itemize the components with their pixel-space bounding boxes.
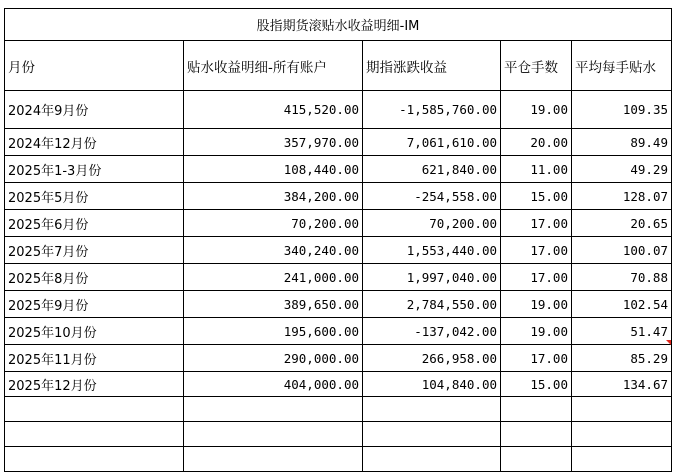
month-cell[interactable]: 2025年5月份 <box>5 183 184 210</box>
empty-cell[interactable] <box>363 397 501 422</box>
table-row <box>5 345 672 372</box>
month-cell[interactable]: 2024年12月份 <box>5 129 184 156</box>
avg-premium-cell[interactable]: 102.54 <box>572 291 672 318</box>
month-cell[interactable]: 2025年7月份 <box>5 237 184 264</box>
empty-cell[interactable] <box>5 447 184 472</box>
table-row <box>5 210 672 237</box>
futures-pnl-cell[interactable]: 2,784,550.00 <box>363 291 501 318</box>
closed-lots-cell[interactable]: 15.00 <box>501 372 572 397</box>
closed-lots-cell[interactable]: 15.00 <box>501 183 572 210</box>
header-row <box>5 41 672 91</box>
title-row <box>5 9 672 41</box>
avg-premium-cell[interactable]: 100.07 <box>572 237 672 264</box>
spreadsheet <box>4 8 672 472</box>
futures-pnl-cell[interactable]: 1,997,040.00 <box>363 264 501 291</box>
premium-income-cell[interactable]: 415,520.00 <box>184 91 363 129</box>
table-row <box>5 91 672 129</box>
avg-premium-cell[interactable]: 128.07 <box>572 183 672 210</box>
premium-income-cell[interactable]: 70,200.00 <box>184 210 363 237</box>
futures-pnl-cell[interactable]: -1,585,760.00 <box>363 91 501 129</box>
futures-pnl-cell[interactable]: -137,042.00 <box>363 318 501 345</box>
premium-income-cell[interactable]: 384,200.00 <box>184 183 363 210</box>
empty-row <box>5 422 672 447</box>
header-month[interactable]: 月份 <box>5 41 184 91</box>
profit-table <box>4 8 672 472</box>
empty-cell[interactable] <box>572 397 672 422</box>
premium-income-cell[interactable]: 241,000.00 <box>184 264 363 291</box>
month-cell[interactable]: 2025年10月份 <box>5 318 184 345</box>
avg-premium-cell[interactable]: 51.47 <box>572 318 672 345</box>
avg-premium-cell[interactable]: 20.65 <box>572 210 672 237</box>
empty-cell[interactable] <box>501 397 572 422</box>
premium-income-cell[interactable]: 389,650.00 <box>184 291 363 318</box>
futures-pnl-cell[interactable]: -254,558.00 <box>363 183 501 210</box>
premium-income-cell[interactable]: 340,240.00 <box>184 237 363 264</box>
avg-premium-cell[interactable]: 134.67 <box>572 372 672 397</box>
avg-premium-cell[interactable]: 49.29 <box>572 156 672 183</box>
futures-pnl-cell[interactable]: 104,840.00 <box>363 372 501 397</box>
table-row <box>5 291 672 318</box>
month-cell[interactable]: 2025年1-3月份 <box>5 156 184 183</box>
closed-lots-cell[interactable]: 20.00 <box>501 129 572 156</box>
month-cell[interactable]: 2025年12月份 <box>5 372 184 397</box>
header-premium-income[interactable]: 贴水收益明细-所有账户 <box>184 41 363 91</box>
closed-lots-cell[interactable]: 11.00 <box>501 156 572 183</box>
month-cell[interactable]: 2025年9月份 <box>5 291 184 318</box>
table-row <box>5 237 672 264</box>
empty-row <box>5 397 672 422</box>
empty-cell[interactable] <box>363 447 501 472</box>
empty-cell[interactable] <box>184 397 363 422</box>
table-row <box>5 156 672 183</box>
month-cell[interactable]: 2025年8月份 <box>5 264 184 291</box>
empty-cell[interactable] <box>501 422 572 447</box>
empty-cell[interactable] <box>501 447 572 472</box>
table-row <box>5 183 672 210</box>
closed-lots-cell[interactable]: 17.00 <box>501 237 572 264</box>
closed-lots-cell[interactable]: 17.00 <box>501 264 572 291</box>
empty-cell[interactable] <box>363 422 501 447</box>
futures-pnl-cell[interactable]: 1,553,440.00 <box>363 237 501 264</box>
empty-cell[interactable] <box>184 422 363 447</box>
header-futures-pnl[interactable]: 期指涨跌收益 <box>363 41 501 91</box>
premium-income-cell[interactable]: 108,440.00 <box>184 156 363 183</box>
empty-cell[interactable] <box>5 422 184 447</box>
closed-lots-cell[interactable]: 17.00 <box>501 210 572 237</box>
closed-lots-cell[interactable]: 19.00 <box>501 318 572 345</box>
header-closed-lots[interactable]: 平仓手数 <box>501 41 572 91</box>
month-cell[interactable]: 2025年6月份 <box>5 210 184 237</box>
closed-lots-cell[interactable]: 17.00 <box>501 345 572 372</box>
avg-premium-cell[interactable]: 89.49 <box>572 129 672 156</box>
premium-income-cell[interactable]: 290,000.00 <box>184 345 363 372</box>
avg-premium-cell[interactable]: 70.88 <box>572 264 672 291</box>
sheet-title[interactable]: 股指期货滚贴水收益明细-IM <box>5 9 672 41</box>
table-row <box>5 372 672 397</box>
comment-indicator-icon[interactable] <box>666 340 671 345</box>
empty-cell[interactable] <box>184 447 363 472</box>
avg-premium-cell[interactable]: 85.29 <box>572 345 672 372</box>
table-row <box>5 129 672 156</box>
closed-lots-cell[interactable]: 19.00 <box>501 291 572 318</box>
month-cell[interactable]: 2024年9月份 <box>5 91 184 129</box>
futures-pnl-cell[interactable]: 70,200.00 <box>363 210 501 237</box>
closed-lots-cell[interactable]: 19.00 <box>501 91 572 129</box>
table-row <box>5 264 672 291</box>
futures-pnl-cell[interactable]: 7,061,610.00 <box>363 129 501 156</box>
futures-pnl-cell[interactable]: 621,840.00 <box>363 156 501 183</box>
header-avg-premium[interactable]: 平均每手贴水 <box>572 41 672 91</box>
avg-premium-cell[interactable]: 109.35 <box>572 91 672 129</box>
empty-cell[interactable] <box>572 447 672 472</box>
premium-income-cell[interactable]: 195,600.00 <box>184 318 363 345</box>
empty-cell[interactable] <box>572 422 672 447</box>
table-row <box>5 318 672 345</box>
premium-income-cell[interactable]: 404,000.00 <box>184 372 363 397</box>
empty-row <box>5 447 672 472</box>
empty-cell[interactable] <box>5 397 184 422</box>
premium-income-cell[interactable]: 357,970.00 <box>184 129 363 156</box>
futures-pnl-cell[interactable]: 266,958.00 <box>363 345 501 372</box>
month-cell[interactable]: 2025年11月份 <box>5 345 184 372</box>
